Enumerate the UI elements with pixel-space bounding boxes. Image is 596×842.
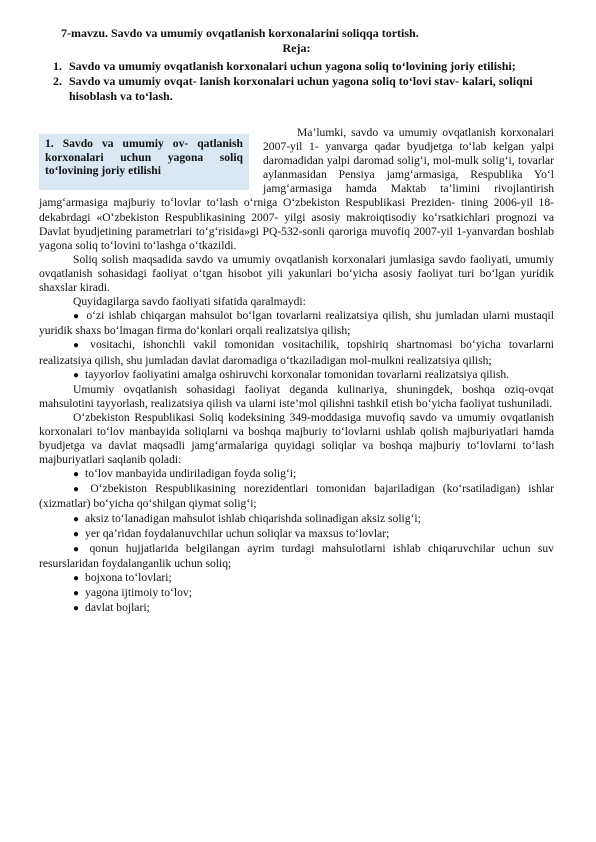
body-paragraph: Umumiy ovqatlanish sohasidagi faoliyat deganda kulinariya, shuningdek, boshqa oziq-ovqat mahsulotini tayyorlash, realizatsiya qilish va ularni iste’mol qilishni tashkil etish bo‘yicha faoliyat tushuniladi. xyxy=(39,382,554,410)
list-item: ● o‘zi ishlab chiqargan mahsulot bo‘lgan tovarlarni realizatsiya qilish, shu jumladan ularni mustaqil yuridik shaxs bo‘lmagan firma do‘konlari orqali realizatsiya qilish; xyxy=(39,309,554,338)
intro-paragraph: Ma’lumki, savdo va umumiy ovqatlanish korxonalari 2007-yil 1- yanvarga qadar byudjetga to‘lab kelgan yalpi daromadidan yalpi daromad solig‘i, mol-mulk solig‘i, tovarlar aylanmasidan Pensiya jamg‘armasiga, Respublika Yo‘l jamg‘armasiga hamda Maktab ta’limini rivojlantirish jamg‘armasiga majburiy to‘lovlar to‘lash o‘rniga O‘zbekiston Respublikasi Preziden- tining 2006-yil 18-dekabrdagi «O‘zbekiston Respublikasining 2007- yilgi asosiy makroiqtisodiy ko‘rsatkichlari prognozi va Davlat byudjetining parametrlari to‘g‘risida»gi PQ-532-sonli qaroriga muvofiq 2007-yil 1-yanvardan boshlab yagona soliq to‘lovini to‘lashga o‘tkazildi. xyxy=(39,126,554,252)
bullet-icon: ● xyxy=(73,369,80,381)
bullet-icon: ● xyxy=(73,572,80,584)
bullet-icon: ● xyxy=(73,603,80,615)
list-item: ● to‘lov manbayida undiriladigan foyda solig‘i; xyxy=(73,467,297,481)
list-item: ● vositachi, ishonchli vakil tomonidan vositachilik, topshiriq shartnomasi bo‘yicha tovarlarni realizatsiya qilish, shu jumladan davlat daromadiga o‘tkaziladigan mol-mulkni realizatsiya qilish; xyxy=(39,338,554,367)
list-item: ● tayyorlov faoliyatini amalga oshiruvchi korxonalar tomonidan tovarlarni realizatsiya qilish. xyxy=(73,367,510,381)
body-paragraph: O‘zbekiston Respublikasi Soliq kodeksining 349-moddasiga muvofiq savdo va umumiy ovqatlanish korxonalari to‘lov manbayida soliqlarni va boshqa majburiy to‘lovlarni ushlab qolish majburiyatlari hamda byudjetga va davlat maqsadli jamg‘armalariga quyidagi soliqlar va boshqa majburiy to‘lovlarni to‘lash majburiyatlari saqlanib qoladi: xyxy=(39,410,554,467)
bullet-icon: ● xyxy=(73,484,85,496)
plan-heading: Reja: xyxy=(282,41,311,55)
bullet-icon: ● xyxy=(73,513,80,525)
body-paragraph: Quyidagilarga savdo faoliyati sifatida qaralmaydi: xyxy=(73,295,306,309)
list-item: ● aksiz to‘lanadigan mahsulot ishlab chiqarishda solinadigan aksiz solig‘i; xyxy=(73,511,421,525)
bullet-icon: ● xyxy=(73,311,81,323)
intro-section xyxy=(39,126,554,253)
bullet-icon: ● xyxy=(73,528,80,540)
bullet-icon: ● xyxy=(73,543,84,555)
list-item: ● yagona ijtimoiy to‘lov; xyxy=(73,586,192,599)
bullet-icon: ● xyxy=(73,588,80,599)
bullet-icon: ● xyxy=(73,469,80,481)
list-item: ● bojxona to‘lovlari; xyxy=(73,570,172,584)
sidebar-heading-box: 1. Savdo va umumiy ov- qatlanish korxonalari uchun yagona soliq to‘lovining joriy etilishi xyxy=(39,134,249,190)
list-item: ● davlat bojlari; xyxy=(73,601,150,615)
list-item: ● qonun hujjatlarida belgilangan ayrim turdagi mahsulotlarni ishlab chiqaruvchilar uchun suv resurslaridan foydalanganlik uchun soliq; xyxy=(39,541,554,570)
bullet-icon: ● xyxy=(73,340,85,352)
list-item: ● yer qa’ridan foydalanuvchilar uchun soliqlar va maxsus to‘lovlar; xyxy=(73,526,390,540)
plan-list xyxy=(39,59,554,104)
topic-title: 7-mavzu. Savdo va umumiy ovqatlanish korxonalarini soliqqa tortish. xyxy=(61,26,419,40)
plan-item: 2. Savdo va umumiy ovqat- lanish korxonalari uchun yagona soliq to‘lovi stav- kalari, soliqni hisoblash va to‘lash. xyxy=(53,74,533,103)
list-item: ● O‘zbekiston Respublikasining norezidentlari tomonidan bajariladigan (ko‘rsatiladigan) ishlar (xizmatlar) bo‘yicha qo‘shilgan qiymat solig‘i; xyxy=(39,482,554,511)
body-paragraph: Soliq solish maqsadida savdo va umumiy ovqatlanish korxonalari jumlasiga savdo faoliyati, umumiy ovqatlanish sohasidagi faoliyat o‘tgan hisobot yili yakunlari bo‘yicha asosiy faoliyat turi bo‘lgan yuridik shaxslar kiradi. xyxy=(39,252,554,295)
plan-item: 1. Savdo va umumiy ovqatlanish korxonalari uchun yagona soliq to‘lovining joriy etilishi; xyxy=(53,59,516,73)
